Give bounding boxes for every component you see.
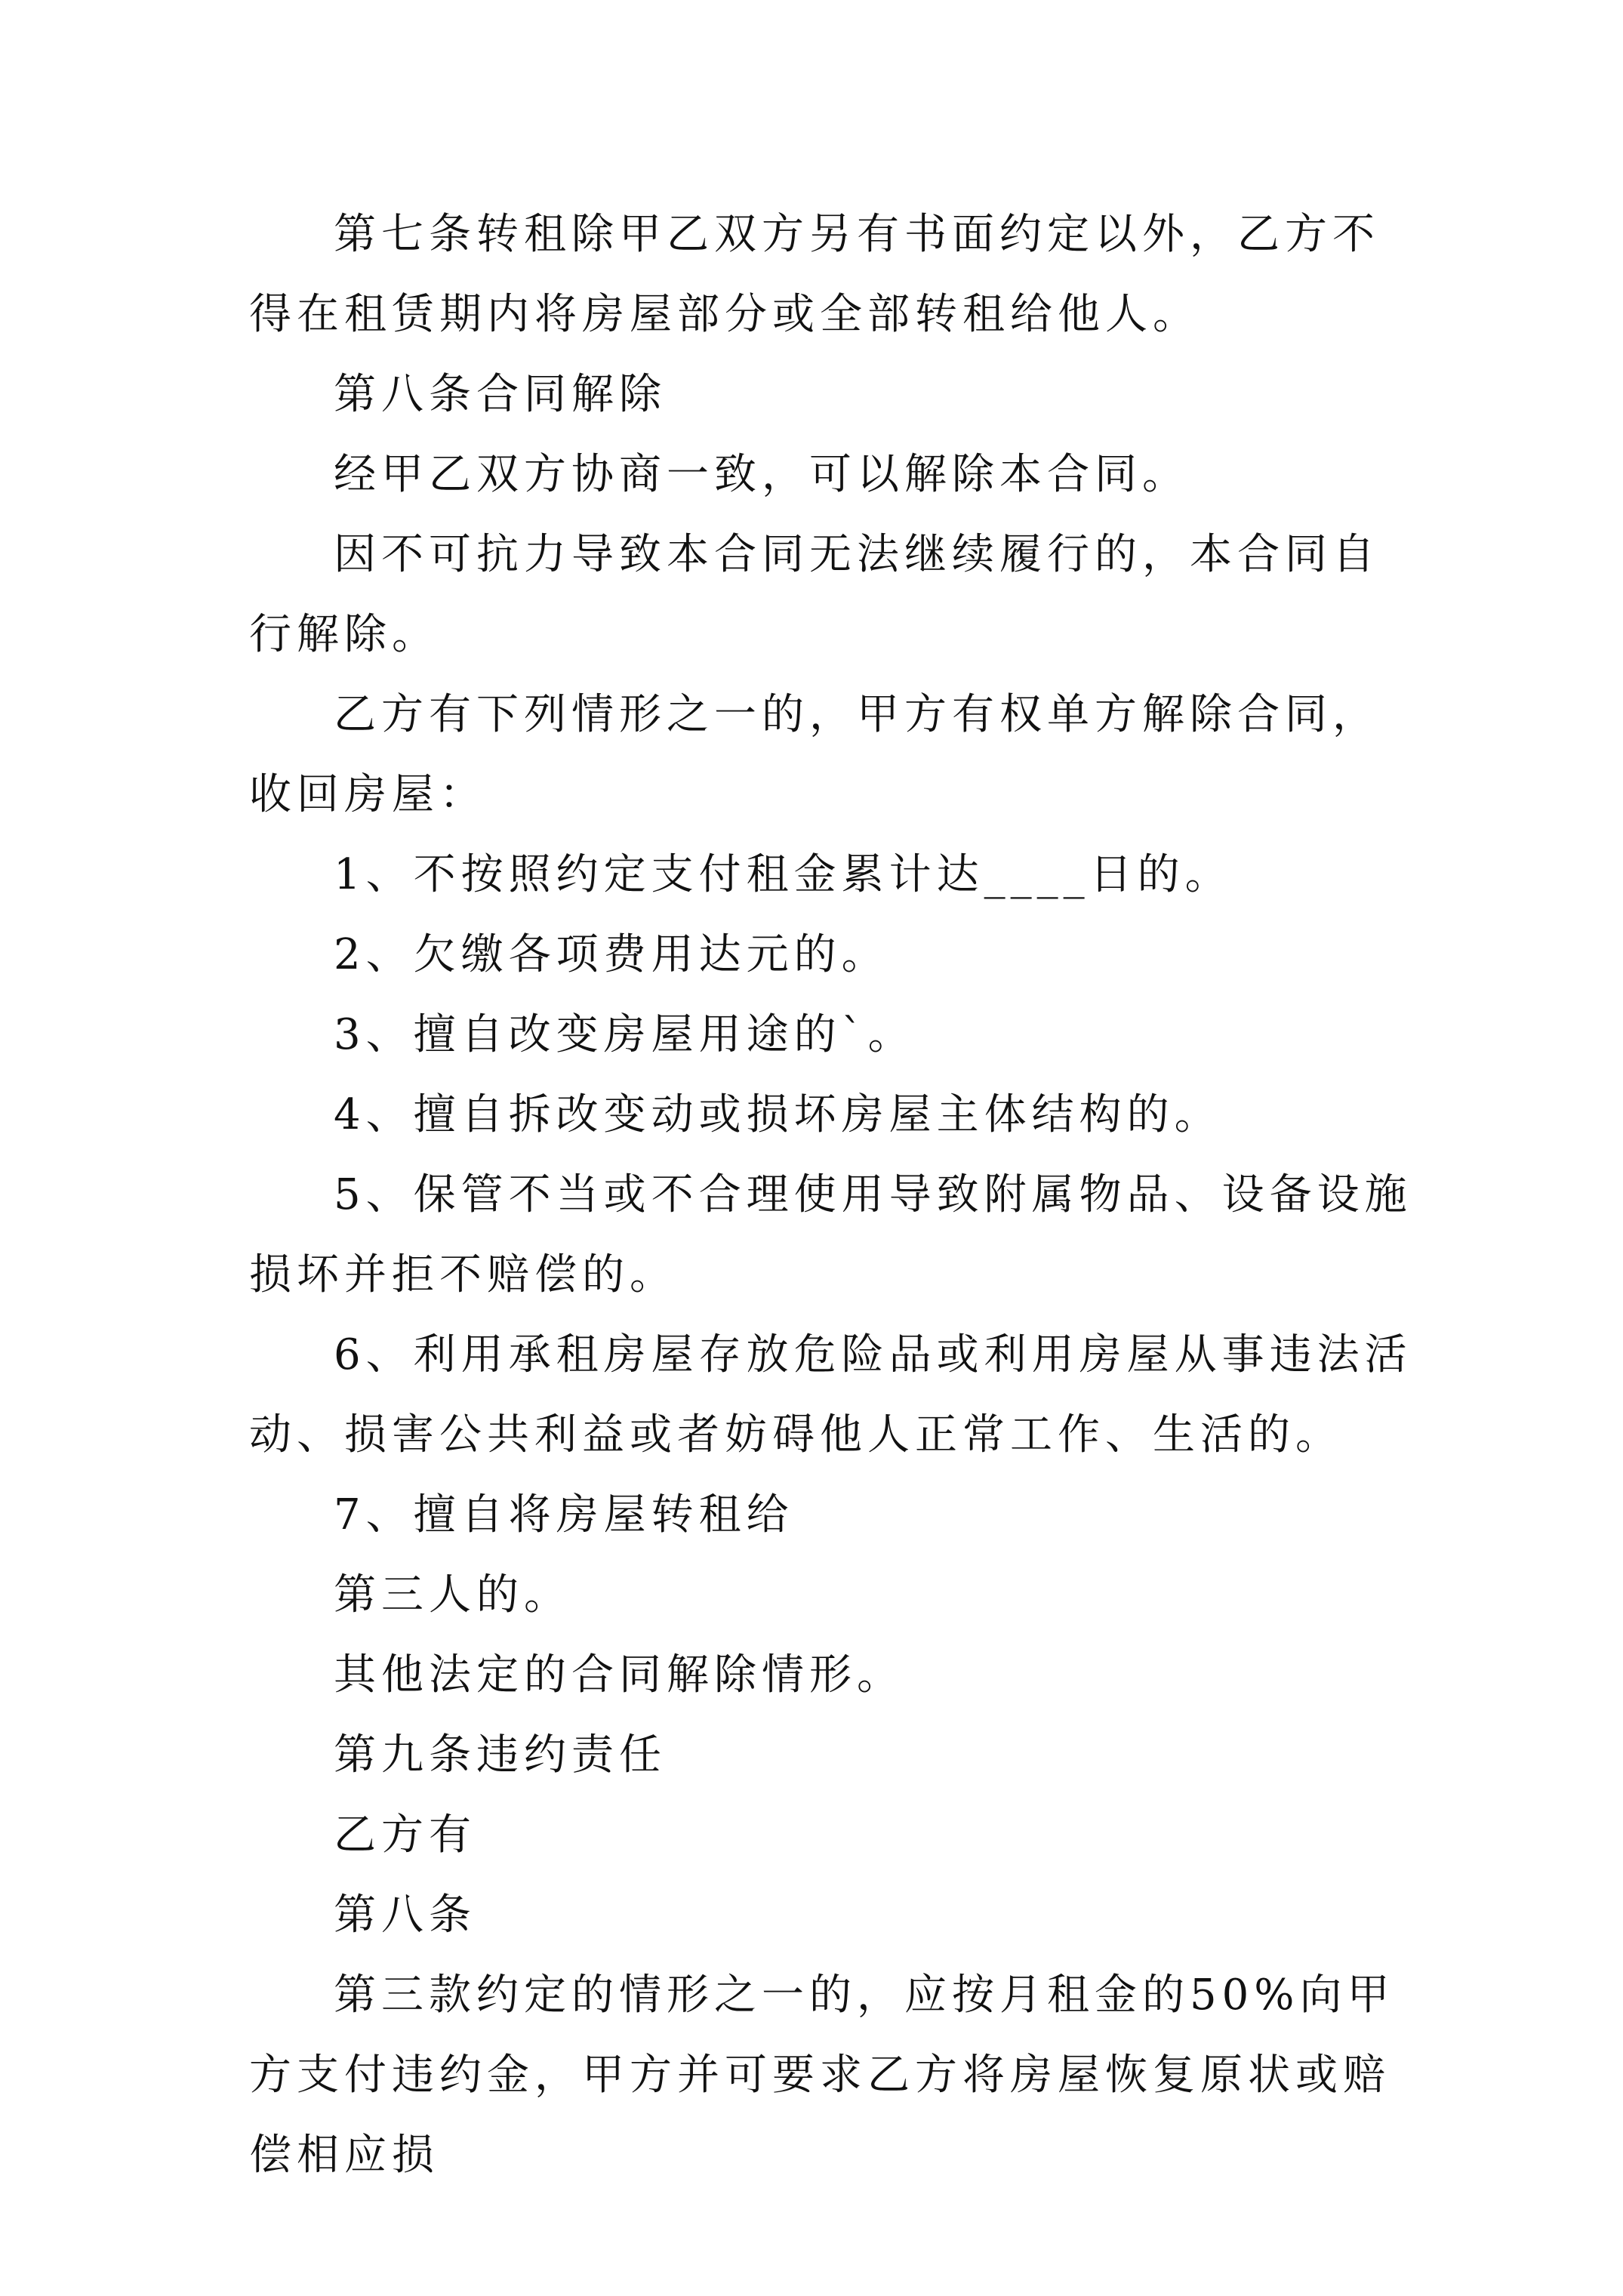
- list-item-7-continued: 第三人的。: [334, 1570, 571, 1620]
- list-item-4: 4、擅自拆改变动或损坏房屋主体结构的。: [334, 1090, 1222, 1139]
- paragraph-fragment-2: 第八条: [334, 1891, 476, 1940]
- paragraph-penalty: 第三款约定的情形之一的，应按月租金的50%向甲方支付违约金，甲方并可要求乙方将房屋恢复原状或赔偿相应损: [249, 1971, 1395, 2180]
- paragraph-other-termination: 其他法定的合同解除情形。: [334, 1650, 904, 1700]
- paragraph-sublease-clause: 第七条转租除甲乙双方另有书面约定以外，乙方不得在租赁期内将房屋部分或全部转租给他人。: [249, 210, 1380, 339]
- paragraph-fragment-1: 乙方有: [334, 1811, 476, 1860]
- list-item-1: 1、不按照约定支付租金累计达____日的。: [334, 850, 1233, 899]
- list-item-6: 6、利用承租房屋存放危险品或利用房屋从事违法活动、损害公共利益或者妨碍他人正常工作、生活的。: [249, 1330, 1412, 1459]
- paragraph-force-majeure: 因不可抗力导致本合同无法继续履行的，本合同自行解除。: [249, 530, 1380, 659]
- list-item-5: 5、保管不当或不合理使用导致附属物品、设备设施损坏并拒不赔偿的。: [249, 1170, 1412, 1299]
- list-item-3: 3、擅自改变房屋用途的`。: [334, 1010, 916, 1059]
- list-item-2: 2、欠缴各项费用达元的。: [334, 930, 889, 979]
- paragraph-mutual-termination: 经甲乙双方协商一致，可以解除本合同。: [334, 450, 1190, 499]
- heading-article-8: 第八条合同解除: [334, 370, 667, 419]
- heading-article-9: 第九条违约责任: [334, 1730, 667, 1780]
- paragraph-termination-conditions: 乙方有下列情形之一的，甲方有权单方解除合同，收回房屋：: [249, 690, 1380, 819]
- list-item-7: 7、擅自将房屋转租给: [334, 1490, 794, 1539]
- document-body: [249, 195, 1427, 2196]
